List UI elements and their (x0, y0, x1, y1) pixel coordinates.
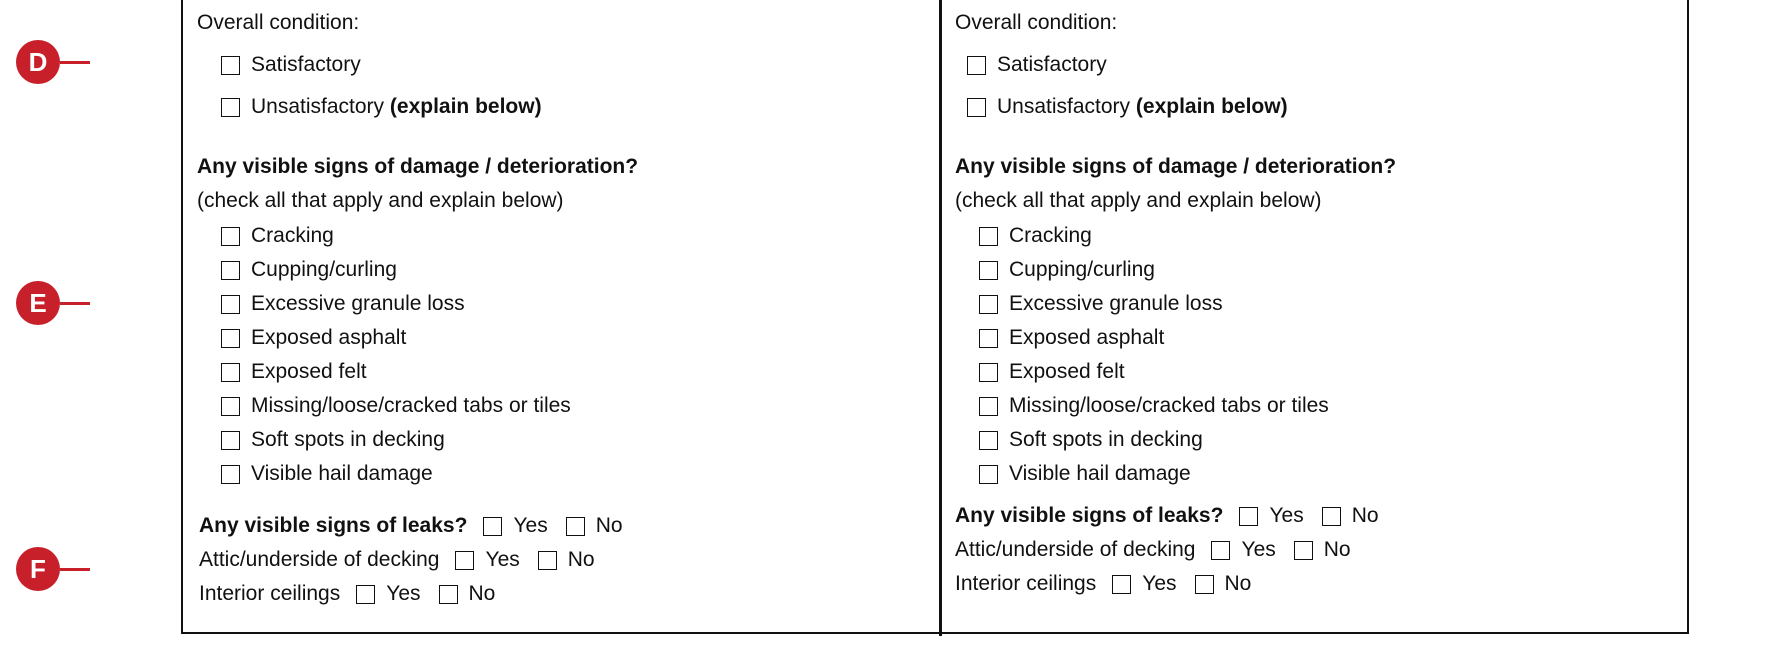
option-label: Visible hail damage (251, 462, 433, 485)
no-label: No (1224, 572, 1252, 595)
checkbox[interactable] (221, 329, 240, 348)
damage-option-soft-spots[interactable] (221, 427, 445, 453)
option-label: Soft spots in decking (251, 428, 445, 451)
option-label: Soft spots in decking (1009, 428, 1203, 451)
yes-label: Yes (485, 548, 520, 571)
leak-row-label: Interior ceilings (955, 572, 1097, 595)
checkbox[interactable] (979, 363, 998, 382)
leak-row-ceilings (199, 581, 513, 607)
damage-option-exposed-felt[interactable] (979, 359, 1125, 385)
checkbox[interactable] (538, 551, 557, 570)
checkbox[interactable] (979, 295, 998, 314)
checkbox[interactable] (1195, 575, 1214, 594)
leak-row-label: Interior ceilings (199, 582, 341, 605)
checkbox[interactable] (979, 261, 998, 280)
option-label: Exposed felt (1009, 360, 1125, 383)
damage-option-cracking[interactable] (979, 223, 1092, 249)
overall-condition-label: Overall condition: (197, 11, 360, 34)
yes-label: Yes (386, 582, 421, 605)
attic-no[interactable] (1294, 537, 1351, 563)
condition-unsatisfactory[interactable] (967, 94, 1288, 120)
damage-option-cracking[interactable] (221, 223, 334, 249)
checkbox[interactable] (439, 585, 458, 604)
option-label: Exposed asphalt (251, 326, 407, 349)
checkbox[interactable] (566, 517, 585, 536)
damage-option-missing-tabs[interactable] (979, 393, 1329, 419)
yes-label: Yes (1142, 572, 1177, 595)
no-label: No (567, 548, 595, 571)
condition-unsatisfactory[interactable] (221, 94, 542, 120)
ceilings-yes[interactable] (356, 581, 420, 607)
checkbox[interactable] (1211, 541, 1230, 560)
checkbox[interactable] (483, 517, 502, 536)
checkbox[interactable] (967, 56, 986, 75)
option-label: Excessive granule loss (251, 292, 465, 315)
ceilings-yes[interactable] (1112, 571, 1176, 597)
checkbox[interactable] (221, 363, 240, 382)
checkbox[interactable] (1112, 575, 1131, 594)
column-divider (939, 0, 942, 636)
leaks-heading: Any visible signs of leaks? (199, 514, 468, 537)
marker-d: D (16, 40, 60, 84)
checkbox[interactable] (221, 431, 240, 450)
checkbox[interactable] (1239, 507, 1258, 526)
attic-no[interactable] (538, 547, 595, 573)
checkbox[interactable] (979, 227, 998, 246)
option-label: Cupping/curling (1009, 258, 1155, 281)
option-label: Cracking (251, 224, 334, 247)
option-label: Satisfactory (997, 53, 1107, 76)
leaks-no[interactable] (1322, 503, 1379, 529)
option-note: (explain below) (389, 95, 542, 118)
damage-option-soft-spots[interactable] (979, 427, 1203, 453)
yes-label: Yes (1241, 538, 1276, 561)
option-label: Exposed felt (251, 360, 367, 383)
checkbox[interactable] (979, 329, 998, 348)
damage-option-cupping[interactable] (221, 257, 397, 283)
attic-yes[interactable] (455, 547, 519, 573)
option-label: Cracking (1009, 224, 1092, 247)
no-label: No (468, 582, 496, 605)
leaks-heading: Any visible signs of leaks? (955, 504, 1224, 527)
option-label: Unsatisfactory (997, 95, 1131, 118)
damage-option-exposed-felt[interactable] (221, 359, 367, 385)
ceilings-no[interactable] (1195, 571, 1252, 597)
option-label: Excessive granule loss (1009, 292, 1223, 315)
checkbox[interactable] (979, 431, 998, 450)
no-label: No (595, 514, 623, 537)
option-label: Missing/loose/cracked tabs or tiles (1009, 394, 1329, 417)
damage-option-exposed-asphalt[interactable] (979, 325, 1164, 351)
damage-option-hail[interactable] (221, 461, 433, 487)
leaks-no[interactable] (566, 513, 623, 539)
leak-row-attic (199, 547, 613, 573)
damage-instruction: (check all that apply and explain below) (197, 189, 564, 212)
checkbox[interactable] (221, 397, 240, 416)
checkbox[interactable] (979, 465, 998, 484)
option-label: Unsatisfactory (251, 95, 385, 118)
leak-row-ceilings (955, 571, 1269, 597)
leaks-yes[interactable] (1239, 503, 1303, 529)
attic-yes[interactable] (1211, 537, 1275, 563)
checkbox[interactable] (356, 585, 375, 604)
checkbox[interactable] (967, 98, 986, 117)
checkbox[interactable] (221, 295, 240, 314)
damage-heading: Any visible signs of damage / deterioration? (197, 155, 639, 178)
leak-row-attic (955, 537, 1369, 563)
option-note: (explain below) (1135, 95, 1288, 118)
checkbox[interactable] (979, 397, 998, 416)
condition-satisfactory[interactable] (221, 52, 361, 78)
marker-f: F (16, 547, 60, 591)
checkbox[interactable] (221, 98, 240, 117)
option-label: Missing/loose/cracked tabs or tiles (251, 394, 571, 417)
checkbox[interactable] (221, 465, 240, 484)
damage-option-missing-tabs[interactable] (221, 393, 571, 419)
damage-instruction: (check all that apply and explain below) (955, 189, 1322, 212)
damage-option-granule-loss[interactable] (979, 291, 1223, 317)
checkbox[interactable] (1294, 541, 1313, 560)
checkbox[interactable] (221, 56, 240, 75)
section-markers (0, 0, 100, 653)
leaks-row (199, 513, 641, 539)
option-label: Visible hail damage (1009, 462, 1191, 485)
marker-e: E (16, 281, 60, 325)
damage-option-exposed-asphalt[interactable] (221, 325, 406, 351)
condition-satisfactory[interactable] (967, 52, 1107, 78)
option-label: Exposed asphalt (1009, 326, 1165, 349)
yes-label: Yes (1269, 504, 1304, 527)
form-column-right (955, 0, 1675, 636)
option-label: Satisfactory (251, 53, 361, 76)
option-label: Cupping/curling (251, 258, 397, 281)
form-column-left (197, 0, 927, 636)
overall-condition-label: Overall condition: (955, 11, 1118, 34)
damage-option-hail[interactable] (979, 461, 1191, 487)
checkbox[interactable] (221, 227, 240, 246)
no-label: No (1351, 504, 1379, 527)
yes-label: Yes (513, 514, 548, 537)
leak-row-label: Attic/underside of decking (199, 548, 440, 571)
damage-option-granule-loss[interactable] (221, 291, 465, 317)
leak-row-label: Attic/underside of decking (955, 538, 1196, 561)
ceilings-no[interactable] (439, 581, 496, 607)
damage-option-cupping[interactable] (979, 257, 1155, 283)
no-label: No (1323, 538, 1351, 561)
checkbox[interactable] (221, 261, 240, 280)
leaks-row (955, 503, 1397, 529)
leaks-yes[interactable] (483, 513, 547, 539)
checkbox[interactable] (1322, 507, 1341, 526)
damage-heading: Any visible signs of damage / deterioration? (955, 155, 1397, 178)
checkbox[interactable] (455, 551, 474, 570)
